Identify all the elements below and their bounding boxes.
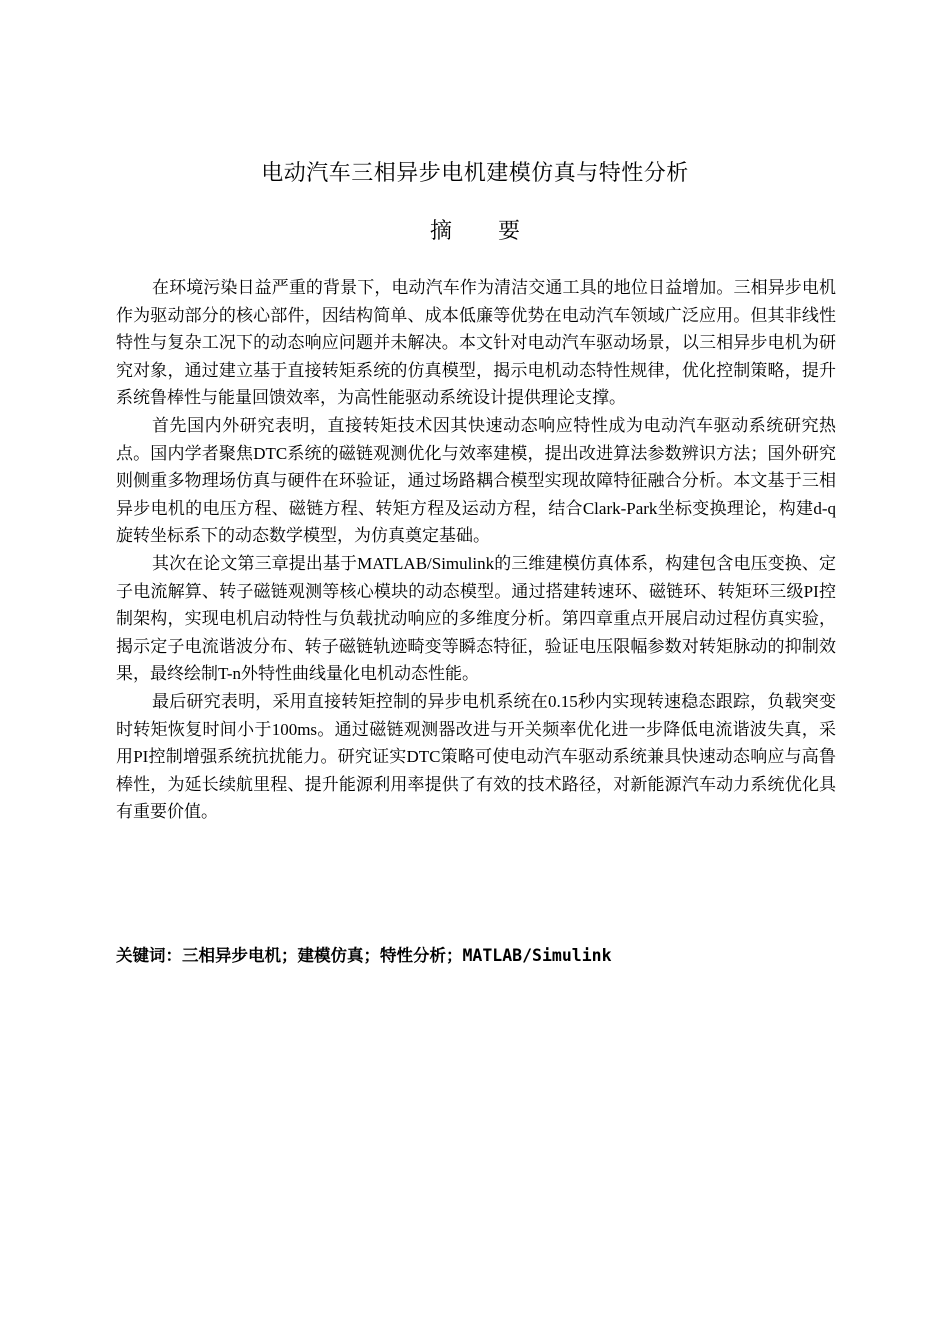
abstract-paragraph-3: 其次在论文第三章提出基于MATLAB/Simulink的三维建模仿真体系，构建包含电压变换、定子电流解算、转子磁链观测等核心模块的动态模型。通过搭建转速环、磁链环、转矩环三级PI控制架构，实现电机启动特性与负载扰动响应的多维度分析。第四章重点开展启动过程仿真实验，揭示定子电流谐波分布、转子磁链轨迹畸变等瞬态特征，验证电压限幅参数对转矩脉动的抑制效果，最终绘制T-n外特性曲线量化电机动态性能。: [116, 553, 836, 684]
paper-title: 电动汽车三相异步电机建模仿真与特性分析: [261, 161, 689, 186]
abstract-paragraph-2: 首先国内外研究表明，直接转矩技术因其快速动态响应特性成为电动汽车驱动系统研究热点。国内学者聚焦DTC系统的磁链观测优化与效率建模，提出改进算法参数辨识方法；国外研究则侧重多物理场仿真与硬件在环验证，通过场路耦合模型实现故障特征融合分析。本文基于三相异步电机的电压方程、磁链方程、转矩方程及运动方程，结合Clark-Park坐标变换理论，构建d-q旋转坐标系下的动态数学模型，为仿真奠定基础。: [116, 415, 836, 546]
keywords-line: 关键词：三相异步电机；建模仿真；特性分析；MATLAB/Simulink: [116, 946, 612, 965]
abstract-body: [116, 274, 836, 826]
abstract-heading: 摘要: [429, 219, 566, 244]
abstract-paragraph-1: 在环境污染日益严重的背景下，电动汽车作为清洁交通工具的地位日益增加。三相异步电机作为驱动部分的核心部件，因结构简单、成本低廉等优势在电动汽车领域广泛应用。但其非线性特性与复杂工况下的动态响应问题并未解决。本文针对电动汽车驱动场景，以三相异步电机为研究对象，通过建立基于直接转矩系统的仿真模型，揭示电机动态特性规律，优化控制策略，提升系统鲁棒性与能量回馈效率，为高性能驱动系统设计提供理论支撑。: [116, 278, 836, 408]
abstract-paragraph-4: 最后研究表明，采用直接转矩控制的异步电机系统在0.15秒内实现转速稳态跟踪，负载突变时转矩恢复时间小于100ms。通过磁链观测器改进与开关频率优化进一步降低电流谐波失真，采用PI控制增强系统抗扰能力。研究证实DTC策略可使电动汽车驱动系统兼具快速动态响应与高鲁棒性，为延长续航里程、提升能源利用率提供了有效的技术路径，对新能源汽车动力系统优化具有重要价值。: [116, 691, 836, 822]
